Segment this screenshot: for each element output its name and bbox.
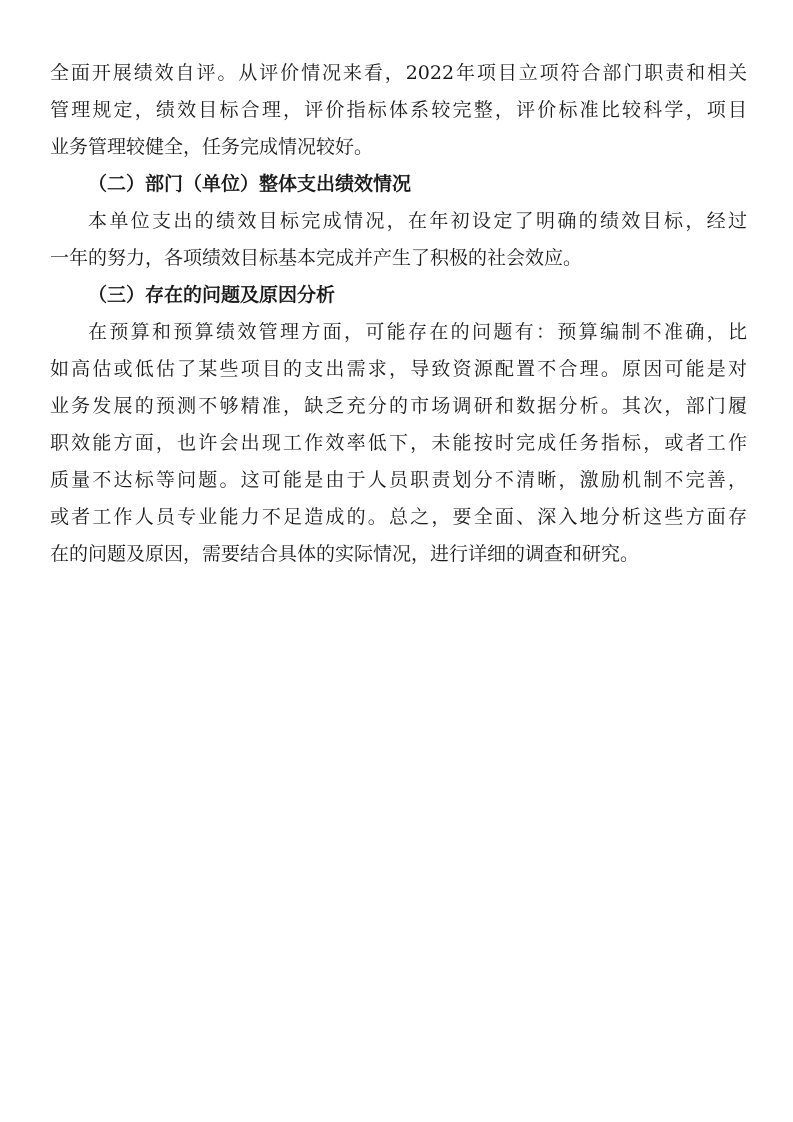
paragraph-line: 或者工作人员专业能力不足造成的。总之，要全面、深入地分析这些方面存 [50, 506, 747, 528]
overall-performance-paragraph [50, 203, 747, 277]
section-heading-problems-analysis: （三）存在的问题及原因分析 [88, 284, 336, 306]
paragraph-line: 如高估或低估了某些项目的支出需求，导致资源配置不合理。原因可能是对 [50, 358, 747, 380]
paragraph-line: 职效能方面，也许会出现工作效率低下，未能按时完成任务指标，或者工作 [50, 432, 747, 454]
paragraph-line: 管理规定，绩效目标合理，评价指标体系较完整，评价标准比较科学，项目 [50, 99, 747, 121]
document-page [50, 55, 747, 573]
paragraph-line: 业务管理较健全，任务完成情况较好。 [50, 136, 374, 158]
paragraph-line: 质量不达标等问题。这可能是由于人员职责划分不清晰，激励机制不完善， [50, 469, 747, 491]
section-heading-overall-performance: （二）部门（单位）整体支出绩效情况 [88, 173, 412, 195]
intro-paragraph [50, 55, 747, 166]
paragraph-line: 本单位支出的绩效目标完成情况，在年初设定了明确的绩效目标，经过 [88, 210, 747, 232]
paragraph-line: 一年的努力，各项绩效目标基本完成并产生了积极的社会效应。 [50, 247, 583, 269]
problems-analysis-paragraph [50, 314, 747, 573]
paragraph-line: 在的问题及原因，需要结合具体的实际情况，进行详细的调查和研究。 [50, 543, 640, 565]
paragraph-line: 业务发展的预测不够精准，缺乏充分的市场调研和数据分析。其次，部门履 [50, 395, 747, 417]
paragraph-line: 全面开展绩效自评。从评价情况来看，2022年项目立项符合部门职责和相关 [50, 62, 747, 84]
paragraph-line: 在预算和预算绩效管理方面，可能存在的问题有：预算编制不准确，比 [88, 321, 747, 343]
